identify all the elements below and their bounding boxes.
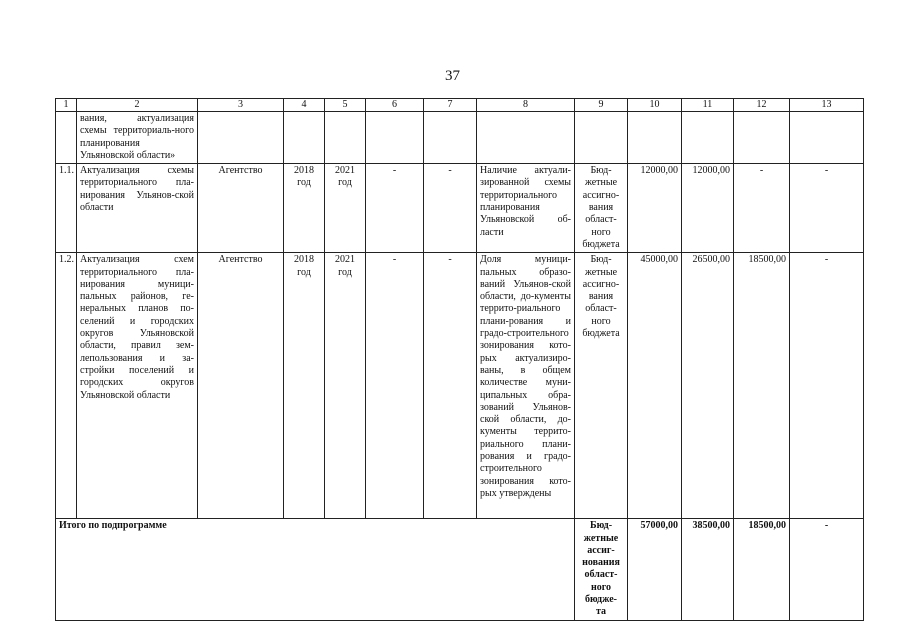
table-row	[56, 253, 864, 519]
table-cell	[575, 112, 628, 164]
year-2-amount: -	[734, 164, 790, 253]
measure-name: Актуализация схемы территориального пла-нирования Ульянов-ской области	[77, 164, 198, 253]
col-header-12: 12	[734, 99, 790, 112]
year-1-amount: 12000,00	[682, 164, 734, 253]
year-2-amount: 18500,00	[734, 519, 790, 620]
col-header-5: 5	[325, 99, 366, 112]
funding-source: Бюд- жетные ассиг- нования област- ного бюдже- та	[575, 519, 628, 620]
target-indicator: Наличие актуали-зированной схемы территориального планирования Ульяновской об-ласти	[477, 164, 575, 253]
year-3-amount: -	[790, 164, 864, 253]
year-1-amount: 38500,00	[682, 519, 734, 620]
col-header-1: 1	[56, 99, 77, 112]
col-7-value: -	[424, 253, 477, 519]
continuation-text: вания, актуализация схемы территориаль-ного планирования Ульяновской области»	[77, 112, 198, 164]
table-cell	[477, 112, 575, 164]
table-cell	[56, 112, 77, 164]
col-header-3: 3	[198, 99, 284, 112]
col-header-9: 9	[575, 99, 628, 112]
executor: Агентство	[198, 164, 284, 253]
col-header-8: 8	[477, 99, 575, 112]
start-year: 2018 год	[284, 253, 325, 519]
funding-source: Бюд- жетные ассигно- вания област- ного бюджета	[575, 253, 628, 519]
total-amount: 57000,00	[628, 519, 682, 620]
col-6-value: -	[366, 164, 424, 253]
total-amount: 12000,00	[628, 164, 682, 253]
continuation-row	[56, 112, 864, 164]
column-number-row	[56, 99, 864, 112]
table-cell	[424, 112, 477, 164]
measure-name: Актуализация схем территориального пла-нирования муници-пальных районов, ге-неральных планов по-селений и городских округов Ульяновской области, правил зем-лепользования и за-стройки поселений и городских округов Ульяновской области	[77, 253, 198, 519]
col-6-value: -	[366, 253, 424, 519]
col-header-6: 6	[366, 99, 424, 112]
col-header-11: 11	[682, 99, 734, 112]
table-cell	[284, 112, 325, 164]
year-3-amount: -	[790, 253, 864, 519]
target-indicator: Доля муници-пальных образо-ваний Ульянов-ской области, до-кументы террито-риального плани-рования и градо-строительного зонирования кото-рых актуализиро-ваны, в общем количестве муни-ципальных обра-зований Ульянов-ской области, до-кументы террито-риального плани-рования и градо-строительного зонирования кото-рых утверждены	[477, 253, 575, 519]
executor: Агентство	[198, 253, 284, 519]
year-3-amount: -	[790, 519, 864, 620]
year-2-amount: 18500,00	[734, 253, 790, 519]
table-cell	[628, 112, 682, 164]
table-cell	[198, 112, 284, 164]
col-header-7: 7	[424, 99, 477, 112]
row-number: 1.2.	[56, 253, 77, 519]
total-amount: 45000,00	[628, 253, 682, 519]
table-cell	[366, 112, 424, 164]
col-7-value: -	[424, 164, 477, 253]
col-header-4: 4	[284, 99, 325, 112]
col-header-10: 10	[628, 99, 682, 112]
funding-source: Бюд- жетные ассигно- вания област- ного бюджета	[575, 164, 628, 253]
table-cell	[682, 112, 734, 164]
total-row	[56, 519, 864, 620]
total-label: Итого по подпрограмме	[56, 519, 575, 620]
end-year: 2021 год	[325, 253, 366, 519]
col-header-2: 2	[77, 99, 198, 112]
year-1-amount: 26500,00	[682, 253, 734, 519]
start-year: 2018 год	[284, 164, 325, 253]
col-header-13: 13	[790, 99, 864, 112]
row-number: 1.1.	[56, 164, 77, 253]
table-row	[56, 164, 864, 253]
end-year: 2021 год	[325, 164, 366, 253]
table-cell	[790, 112, 864, 164]
subprogram-table	[55, 98, 864, 621]
table-cell	[325, 112, 366, 164]
page-number: 37	[445, 68, 460, 84]
table-cell	[734, 112, 790, 164]
